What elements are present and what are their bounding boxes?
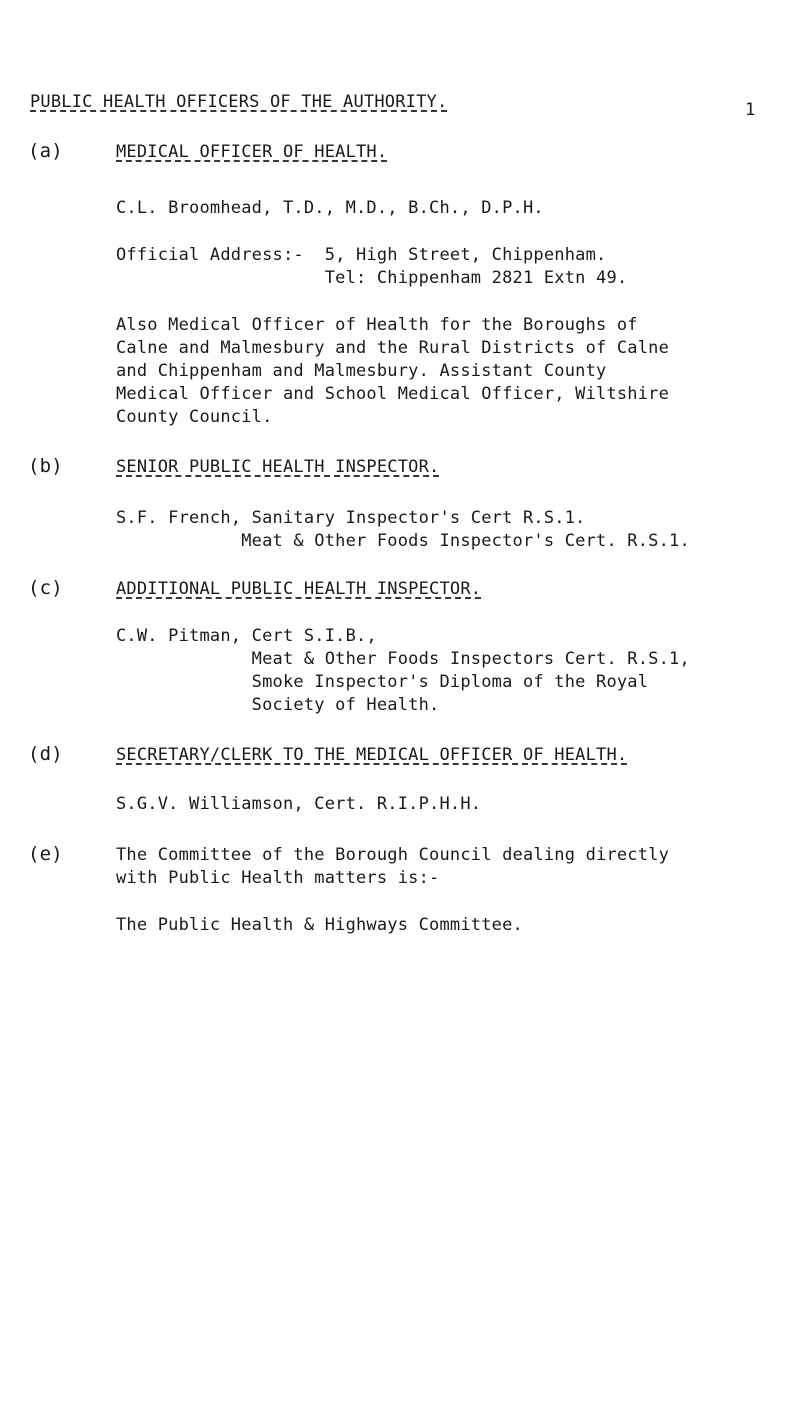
- section-line: Calne and Malmesbury and the Rural Districts of Calne: [116, 338, 670, 358]
- section-heading: SECRETARY/CLERK TO THE MEDICAL OFFICER OF HEALTH.: [116, 745, 628, 765]
- section-line: with Public Health matters is:-: [116, 868, 440, 888]
- section-line: Meat & Other Foods Inspectors Cert. R.S.1,: [116, 649, 690, 669]
- section-line: Society of Health.: [116, 695, 440, 715]
- section-letter: (d): [28, 743, 63, 765]
- section-line: S.G.V. Williamson, Cert. R.I.P.H.H.: [116, 794, 482, 814]
- section-heading: MEDICAL OFFICER OF HEALTH.: [116, 142, 388, 162]
- section-line: Also Medical Officer of Health for the Boroughs of: [116, 315, 638, 335]
- section-line: Meat & Other Foods Inspector's Cert. R.S.1.: [116, 531, 690, 551]
- section-line: C.W. Pitman, Cert S.I.B.,: [116, 626, 377, 646]
- section-line: and Chippenham and Malmesbury. Assistant County: [116, 361, 607, 381]
- section-letter: (b): [28, 455, 63, 477]
- section-line: Official Address:- 5, High Street, Chippenham.: [116, 245, 607, 265]
- section-letter: (a): [28, 140, 63, 162]
- page-title: PUBLIC HEALTH OFFICERS OF THE AUTHORITY.: [30, 92, 448, 112]
- section-line: The Committee of the Borough Council dealing directly: [116, 845, 670, 865]
- section-line: County Council.: [116, 407, 273, 427]
- section-line: Smoke Inspector's Diploma of the Royal: [116, 672, 649, 692]
- section-line: C.L. Broomhead, T.D., M.D., B.Ch., D.P.H.: [116, 198, 544, 218]
- section-line: The Public Health & Highways Committee.: [116, 915, 523, 935]
- section-line: Tel: Chippenham 2821 Extn 49.: [116, 268, 628, 288]
- section-heading: SENIOR PUBLIC HEALTH INSPECTOR.: [116, 457, 440, 477]
- section-letter: (c): [28, 577, 63, 599]
- page-number: 1: [745, 100, 756, 120]
- section-line: S.F. French, Sanitary Inspector's Cert R.S.1.: [116, 508, 586, 528]
- section-letter: (e): [28, 843, 63, 865]
- section-heading: ADDITIONAL PUBLIC HEALTH INSPECTOR.: [116, 579, 482, 599]
- section-line: Medical Officer and School Medical Officer, Wiltshire: [116, 384, 670, 404]
